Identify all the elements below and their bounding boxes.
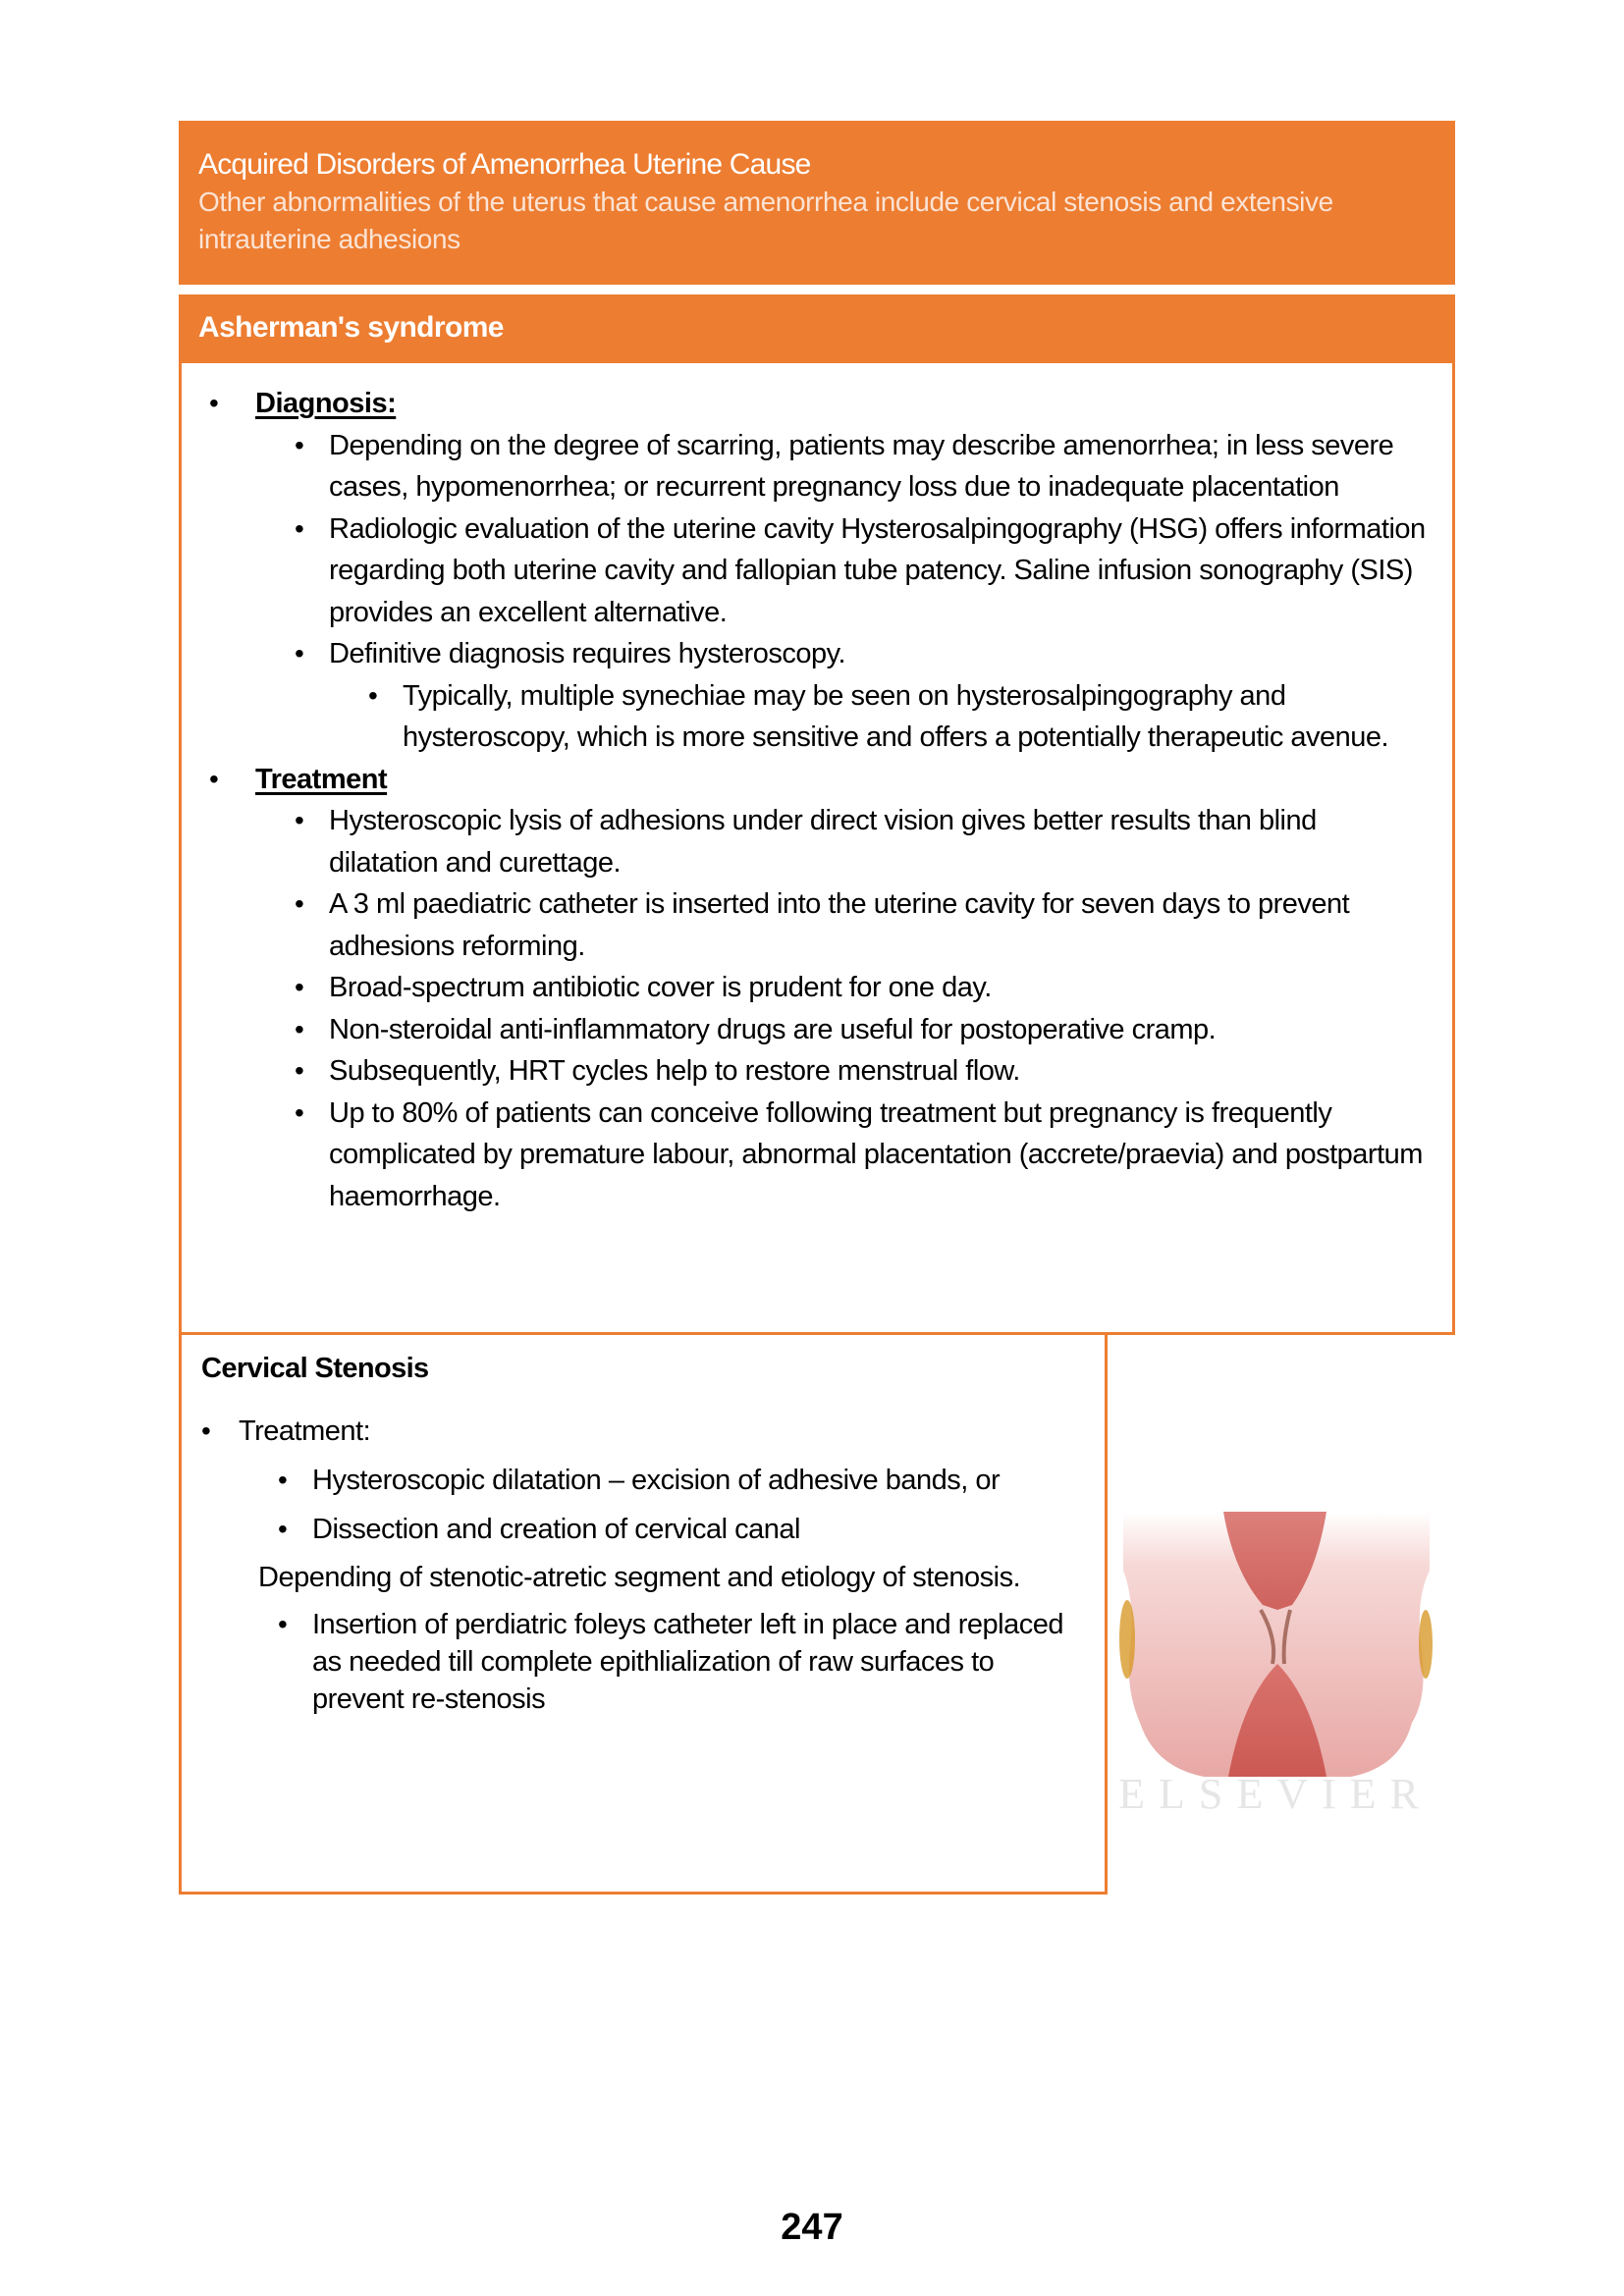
list-item: • Up to 80% of patients can conceive following treatment but pregnancy is frequently complicated by premature labour, abnormal placentation (accrete/praevia) and postpartum haemorrhage. [201,1093,1433,1218]
uterus-cervix-icon [1115,1453,1435,1811]
bullet-icon: • [295,638,304,668]
cervical-stenosis-illustration [1115,1453,1435,1811]
cervical-treatment-heading: • Treatment: [201,1412,1085,1451]
asherman-list [201,383,1433,1217]
list-item: • Hysteroscopic dilatation – excision of adhesive bands, or [201,1461,1085,1500]
list-item: • Hysteroscopic lysis of adhesions under direct vision gives better results than blind dilatation and curettage. [201,800,1433,883]
treatment-heading: Treatment [255,763,388,795]
bullet-icon: • [295,1013,304,1044]
asherman-body [179,363,1455,1335]
list-subitem: • Typically, multiple synechiae may be seen on hysterosalpingography and hysteroscopy, which is more sensitive and offers a potentially therapeutic avenue. [201,675,1433,759]
list-item: • Definitive diagnosis requires hysteroscopy. [201,633,1433,675]
bullet-icon: • [295,805,304,835]
asherman-header: Asherman's syndrome [179,294,1455,363]
watermark: ELSEVIER [1118,1770,1433,1811]
diagnosis-heading: Diagnosis: [255,388,397,419]
section-title-box [179,121,1455,285]
section-title: Acquired Disorders of Amenorrhea Uterine Cause [198,148,811,181]
bullet-icon: • [201,1415,211,1446]
cervical-note: Depending of stenotic-atretic segment and etiology of stenosis. [258,1562,1021,1593]
bullet-icon: • [368,679,378,711]
bullet-icon: • [295,429,304,460]
list-item: • Insertion of perdiatric foleys catheter left in place and replaced as needed till complete epithlialization of raw surfaces to prevent re-stenosis [201,1606,1085,1718]
list-item: • Dissection and creation of cervical canal [201,1510,1085,1549]
bullet-icon: • [209,763,219,794]
bullet-icon: • [295,512,304,544]
cervical-list [201,1412,1085,1718]
list-item: • Broad-spectrum antibiotic cover is prudent for one day. [201,967,1433,1009]
list-item: • Depending on the degree of scarring, patients may describe amenorrhea; in less severe cases, hypomenorrhea; or recurrent pregnancy loss due to inadequate placentation [201,425,1433,508]
list-item: • Radiologic evaluation of the uterine cavity Hysterosalpingography (HSG) offers information regarding both uterine cavity and fallopian tube patency. Saline infusion sonography (SIS) provides an excellent alternative. [201,508,1433,634]
diagnosis-heading-item [201,383,1433,425]
bullet-icon: • [278,1465,288,1495]
bullet-icon: • [209,388,219,418]
bullet-icon: • [295,888,304,919]
bullet-icon: • [278,1609,288,1639]
treatment-heading-item [201,759,1433,801]
list-item: • Non-steroidal anti-inflammatory drugs are useful for postoperative cramp. [201,1009,1433,1051]
bullet-icon: • [295,1055,304,1086]
list-item: • Subsequently, HRT cycles help to restore menstrual flow. [201,1050,1433,1093]
bullet-icon: • [295,1096,304,1128]
cervical-stenosis-box [179,1332,1108,1895]
bullet-icon: • [295,972,304,1002]
list-item: • A 3 ml paediatric catheter is inserted into the uterine cavity for seven days to prevent adhesions reforming. [201,883,1433,967]
section-subtitle: Other abnormalities of the uterus that cause amenorrhea include cervical stenosis and extensive intrauterine adhesions [198,187,1333,254]
page-number: 247 [781,2207,843,2248]
cervical-stenosis-title: Cervical Stenosis [201,1353,429,1384]
bullet-icon: • [278,1514,288,1544]
